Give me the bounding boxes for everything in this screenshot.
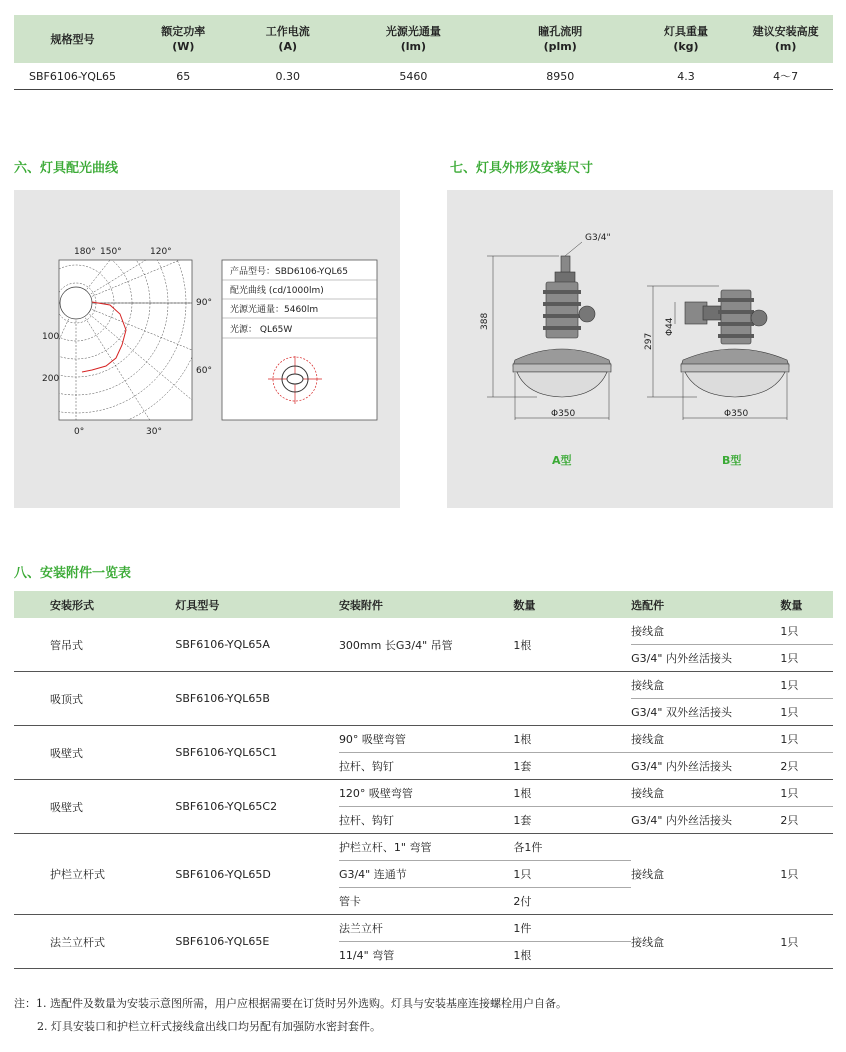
lamp-dimension-drawing [447,190,833,508]
table-cell: 1套 [513,753,631,780]
table-cell: 管吊式 [14,618,175,672]
table-cell: 11/4" 弯管 [339,942,513,969]
type-b-label: B型 [722,454,742,467]
table-cell: 法兰立杆式 [14,915,175,969]
table-row [14,780,833,807]
polar-top-label: 180° [74,247,96,257]
table-cell: 1只 [513,861,631,888]
table-cell: G3/4" 双外丝活接头 [631,699,780,726]
product-model: 产品型号：SBD6106-YQL65 [230,267,348,277]
polar-top-label: 150° [100,247,122,257]
type-a-label: A型 [552,454,572,467]
table-cell: 300mm 长G3/4" 吊管 [339,618,513,672]
table-cell: SBF6106-YQL65D [175,834,339,915]
table-cell: 1根 [513,618,631,672]
accessory-header-cell: 灯具型号 [175,591,339,618]
table-cell: SBF6106-YQL65A [175,618,339,672]
section-6-title: 六、灯具配光曲线 [14,161,119,176]
table-cell: 接线盒 [631,780,780,807]
polar-right-label: 60° [196,366,212,376]
table-cell: 各1件 [513,834,631,861]
table-row [14,63,833,90]
table-cell: 拉杆、钩钉 [339,753,513,780]
table-cell: 1套 [513,807,631,834]
table-cell: 1只 [780,726,833,753]
section-8-title: 八、安装附件一览表 [14,566,132,581]
polar-bottom-label: 0° [74,427,85,437]
spec-cell: 4.3 [634,63,739,90]
table-cell: SBF6106-YQL65B [175,672,339,726]
table-cell: 1件 [513,915,631,942]
height-b-label: 297 [644,332,654,350]
spec-cell: 4～7 [738,63,833,90]
table-cell: 2只 [780,807,833,834]
polar-left-label: 100 [42,332,60,342]
table-cell: 1只 [780,645,833,672]
spec-header-cell: 额定功率 (W) [131,15,235,63]
table-cell: 吸壁式 [14,726,175,780]
thread-label: G3/4" [585,233,611,243]
table-cell: 1只 [780,915,833,969]
polar-top-label: 120° [150,247,172,257]
product-curve: 配光曲线 (cd/1000lm) [230,286,324,296]
diameter-a-label: Φ350 [551,409,576,419]
table-row [14,915,833,942]
dimension-panel [447,190,833,508]
spec-header-cell: 光源光通量 (lm) [340,15,487,63]
spec-cell: SBF6106-YQL65 [14,63,131,90]
spec-cell: 0.30 [235,63,339,90]
table-cell: 接线盒 [631,726,780,753]
spec-header-cell: 建议安装高度 (m) [738,15,833,63]
spec-header-cell: 工作电流 (A) [235,15,339,63]
note-2: 2. 灯具安装口和护栏立杆式接线盒出线口均另配有加强防水密封套件。 [37,1020,381,1033]
accessory-header-cell: 选配件 [631,591,780,618]
light-curve-panel [14,190,400,508]
table-cell: 1只 [780,618,833,645]
note-1: 注：1. 选配件及数量为安装示意图所需，用户应根据需要在订货时另外选购。灯具与安装基座连接螺栓用户自备。 [14,997,567,1010]
table-cell: 接线盒 [631,834,780,915]
table-cell [513,672,631,726]
accessory-header-cell: 数量 [513,591,631,618]
table-cell [339,672,513,726]
product-flux: 光源光通量：5460lm [230,305,319,315]
lamp-a-drawing [487,242,611,420]
table-cell: 1根 [513,726,631,753]
spec-cell: 8950 [487,63,634,90]
table-cell: 2只 [780,753,833,780]
diameter-b-label: Φ350 [724,409,749,419]
table-cell: 吸壁式 [14,780,175,834]
table-cell: G3/4" 内外丝活接头 [631,807,780,834]
table-cell: 护栏立杆式 [14,834,175,915]
table-row [14,618,833,645]
table-cell: 120° 吸壁弯管 [339,780,513,807]
accessory-header-cell: 数量 [780,591,833,618]
table-cell: 1根 [513,780,631,807]
table-cell: 拉杆、钩钉 [339,807,513,834]
polar-diagram [14,190,400,508]
spec-cell: 5460 [340,63,487,90]
lamp-b-drawing [647,286,789,420]
table-cell: 接线盒 [631,915,780,969]
table-cell: G3/4" 连通节 [339,861,513,888]
table-cell: SBF6106-YQL65C1 [175,726,339,780]
accessory-header-cell: 安装形式 [14,591,175,618]
section-7-title: 七、灯具外形及安装尺寸 [450,161,594,176]
table-cell: G3/4" 内外丝活接头 [631,753,780,780]
table-cell: G3/4" 内外丝活接头 [631,645,780,672]
accessory-table [14,591,833,969]
table-cell: 90° 吸壁弯管 [339,726,513,753]
table-cell: 吸顶式 [14,672,175,726]
height-a-label: 388 [480,312,490,330]
spec-header-cell: 规格型号 [14,15,131,63]
table-row [14,834,833,861]
table-cell: SBF6106-YQL65C2 [175,780,339,834]
spec-table [14,15,833,90]
table-cell: 法兰立杆 [339,915,513,942]
spec-cell: 65 [131,63,235,90]
table-cell: 1只 [780,699,833,726]
table-cell: 1只 [780,780,833,807]
table-cell: SBF6106-YQL65E [175,915,339,969]
table-cell: 管卡 [339,888,513,915]
table-cell: 接线盒 [631,618,780,645]
spec-header-cell: 灯具重量 (kg) [634,15,739,63]
table-row [14,726,833,753]
table-cell: 1根 [513,942,631,969]
table-cell: 接线盒 [631,672,780,699]
product-info-box [222,260,377,420]
product-source: 光源： QL65W [230,325,293,335]
table-cell: 1只 [780,834,833,915]
table-row [14,672,833,699]
table-cell: 护栏立杆、1" 弯管 [339,834,513,861]
accessory-header-cell: 安装附件 [339,591,513,618]
arm-diameter-label: Φ44 [665,317,675,336]
polar-left-label: 200 [42,374,60,384]
table-cell: 1只 [780,672,833,699]
table-cell: 2付 [513,888,631,915]
polar-right-label: 90° [196,298,212,308]
polar-bottom-label: 30° [146,427,162,437]
spec-header-cell: 瞳孔流明 (plm) [487,15,634,63]
